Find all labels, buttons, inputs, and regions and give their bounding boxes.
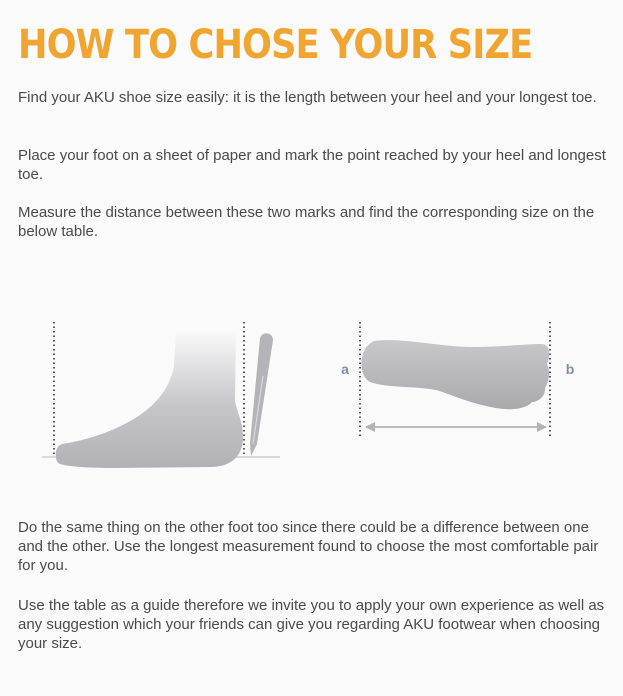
- outro-paragraph-1: Do the same thing on the other foot too since there could be a difference between one and the other. Use the longest measurement found to choose the most comfortable pair for you.: [18, 519, 599, 574]
- intro-paragraph-2: Place your foot on a sheet of paper and mark the point reached by your heel and longest toe.: [18, 147, 606, 183]
- side-view-foot: [42, 322, 280, 468]
- page-title: HOW TO CHOSE YOUR SIZE: [18, 22, 533, 68]
- foot-measurement-illustration: [40, 316, 600, 476]
- outro-paragraph-2: Use the table as a guide therefore we invite you to apply your own experience as well as any suggestion which your friends can give you regarding AKU footwear when choosing your size.: [18, 597, 605, 652]
- intro-paragraph-1: Find your AKU shoe size easily: it is the length between your heel and your longest toe.: [18, 89, 597, 106]
- foot-top-shape: [361, 340, 549, 409]
- intro-paragraph-3: Measure the distance between these two marks and find the corresponding size on the below table.: [18, 204, 595, 240]
- label-a: a: [341, 361, 349, 377]
- label-b: b: [565, 361, 575, 377]
- top-view-foot: [341, 322, 574, 438]
- foot-side-shape: [56, 330, 243, 468]
- arrow-right-icon: [537, 422, 547, 432]
- arrow-left-icon: [365, 422, 375, 432]
